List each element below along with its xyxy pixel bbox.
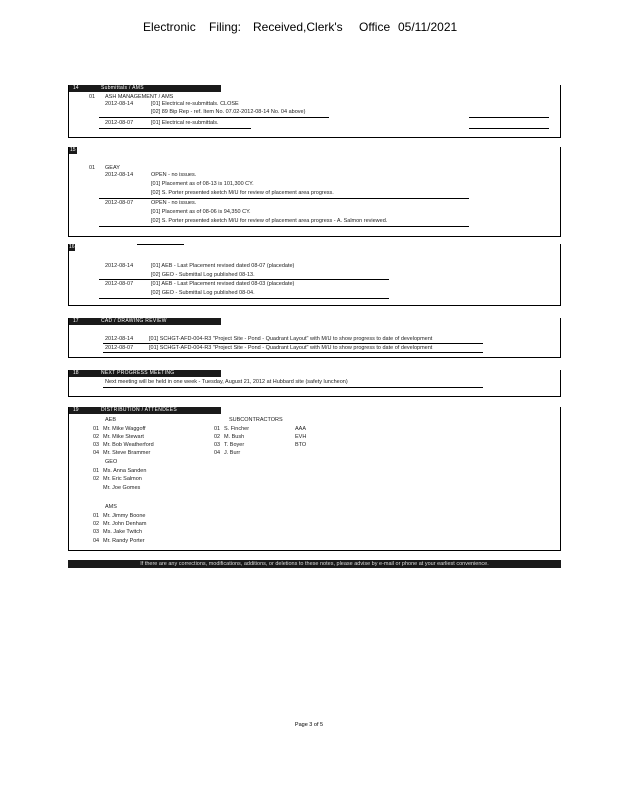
section-16-row-text: [02] GEO - Submittal Log published 08-04. [151, 290, 255, 296]
ams-heading: AMS [105, 504, 117, 510]
attendee-number: 02 [93, 476, 100, 482]
attendee-number: 01 [93, 426, 100, 432]
attendee-name: Ms. Anna Sanden [103, 468, 147, 474]
section-14-row-text: [02] 89 Bip Rep - ref. Item No. 07.02-2012-08-14 No. 04 above) [151, 109, 306, 115]
divider [99, 298, 389, 299]
section-16-number: 16 [69, 244, 75, 250]
section-14-row-text: [01] Electrical re-submittals. CLOSE [151, 101, 239, 107]
section-15-row-text: [02] S. Porter presented sketch M/U for review of placement area progress. [151, 190, 334, 196]
attendee-name: Mr. Mike Waggoff [103, 426, 146, 432]
section-18-text: Next meeting will be held in one week - Tuesday, August 21, 2012 at Hubbard site (safety luncheon) [105, 379, 348, 385]
section-18-bar [69, 370, 221, 377]
section-16-row-text: [01] AEB - Last Placement revised dated 08-03 (placedate) [151, 281, 295, 287]
section-14-row-date: 2012-08-14 [105, 101, 134, 107]
section-15-row-text: OPEN - no issues. [151, 172, 197, 178]
section-15-row-date: 2012-08-07 [105, 200, 134, 206]
section-15 [68, 147, 561, 237]
attendee-number: 03 [93, 529, 100, 535]
subcontractor-number: 03 [214, 442, 221, 448]
section-17-bar [69, 318, 221, 325]
section-14 [68, 85, 561, 138]
section-17-row-date: 2012-08-14 [105, 336, 134, 342]
attendee-name: Ms. Jake Twitch [103, 529, 143, 535]
attendee-number: 02 [93, 434, 100, 440]
attendee-name: Mr. Bob Weatherford [103, 442, 154, 448]
section-16-row-text: [01] AEB - Last Placement revised dated 08-07 (placedate) [151, 263, 295, 269]
subcontractor-name: M. Bush [224, 434, 245, 440]
subcontractor-name: J. Burr [224, 450, 241, 456]
divider [469, 128, 549, 129]
divider [103, 352, 483, 353]
attendee-number: 01 [93, 513, 100, 519]
attendee-number: 01 [93, 468, 100, 474]
subcontractor-name: T. Boyer [224, 442, 245, 448]
section-15-row-text: [02] S. Porter presented sketch M/U for review of placement area progress - A. Salmon reviewed. [151, 218, 388, 224]
aeb-heading: AEB [105, 417, 117, 423]
subcontractor-company: EVH [295, 434, 307, 440]
divider [137, 244, 184, 245]
section-15-bar [69, 147, 77, 154]
section-16-row-text: [02] GEO - Submittal Log published 08-13. [151, 272, 255, 278]
divider [99, 226, 469, 227]
section-16-row-date: 2012-08-14 [105, 263, 134, 269]
header-received: Received,Clerk's [253, 20, 343, 34]
attendee-name: Mr. Eric Salmon [103, 476, 142, 482]
section-18-number: 18 [73, 370, 79, 376]
attendee-name: Mr. Jimmy Boone [103, 513, 146, 519]
attendee-number: 02 [93, 521, 100, 527]
attendee-number: 03 [93, 442, 100, 448]
subcontractors-heading: SUBCONTRACTORS [229, 417, 283, 423]
subcontractor-number: 04 [214, 450, 221, 456]
section-17-row-date: 2012-08-07 [105, 345, 134, 351]
divider [469, 117, 549, 118]
section-19 [68, 407, 561, 551]
section-15-row-text: [01] Placement as of 08-13 is 101,300 CY. [151, 181, 254, 187]
section-16-row-date: 2012-08-07 [105, 281, 134, 287]
section-18 [68, 370, 561, 397]
section-14-title: Submittals / AMS [101, 85, 144, 91]
section-15-row-text: [01] Placement as of 08-06 is 94,350 CY. [151, 209, 251, 215]
attendee-name: Mr. Joe Gomes [103, 485, 141, 491]
subcontractor-name: S. Fincher [224, 426, 250, 432]
attendee-name: Mr. John Denham [103, 521, 147, 527]
section-15-row-text: OPEN - no issues. [151, 200, 197, 206]
section-17-row-text: [01] SCHGT-AFD-004-R3 "Project Site - Pond - Quadrant Layout" with M/U to show progress to date of development [149, 345, 433, 351]
attendee-number: 04 [93, 450, 100, 456]
section-19-bar [69, 407, 221, 414]
header-office: Office [359, 20, 391, 34]
section-17-row-text: [01] SCHGT-AFD-004-R3 "Project Site - Pond - Quadrant Layout" with M/U to show progress to date of development [149, 336, 433, 342]
section-17 [68, 318, 561, 358]
section-19-number: 19 [73, 407, 79, 413]
section-14-row-text: [01] Electrical re-submittals. [151, 120, 219, 126]
header-filing: Filing: [209, 20, 242, 34]
attendee-name: Mr. Randy Porter [103, 538, 145, 544]
section-14-bar [69, 85, 221, 92]
divider [99, 198, 469, 199]
header-date: 05/11/2021 [398, 20, 458, 34]
section-19-title: DISTRIBUTION / ATTENDEES [101, 407, 178, 413]
section-16 [68, 244, 561, 306]
divider [99, 128, 251, 129]
subcontractor-number: 02 [214, 434, 221, 440]
section-15-item-number: 01 [89, 165, 96, 171]
section-17-title: CAD / DRAWING REVIEW [101, 318, 167, 324]
section-14-row-date: 2012-08-07 [105, 120, 134, 126]
section-17-number: 17 [73, 318, 79, 324]
section-14-item-number: 01 [89, 94, 96, 100]
header-electronic: Electronic [143, 20, 196, 34]
geo-heading: GEO [105, 459, 118, 465]
section-15-row-date: 2012-08-14 [105, 172, 134, 178]
divider [99, 117, 329, 118]
subcontractor-company: AAA [295, 426, 307, 432]
section-14-item-head: ASH MANAGEMENT / AMS [105, 94, 174, 100]
section-15-item-head: GEAY [105, 165, 120, 171]
section-14-number: 14 [73, 85, 79, 91]
divider [99, 279, 389, 280]
subcontractor-company: BTO [295, 442, 307, 448]
corrections-note: If there are any corrections, modifications, additions, or deletions to these notes, please advise by e-mail or phone at your earliest convenience. [68, 560, 561, 568]
section-16-bar [69, 244, 75, 251]
divider [103, 387, 483, 388]
divider [103, 343, 483, 344]
page-number: Page 3 of 5 [294, 722, 324, 728]
attendee-name: Mr. Steve Brammer [103, 450, 151, 456]
section-15-number: 15 [70, 147, 76, 153]
section-18-title: NEXT PROGRESS MEETING [101, 370, 175, 376]
attendee-number: 04 [93, 538, 100, 544]
attendee-name: Mr. Mike Stewart [103, 434, 144, 440]
subcontractor-number: 01 [214, 426, 221, 432]
